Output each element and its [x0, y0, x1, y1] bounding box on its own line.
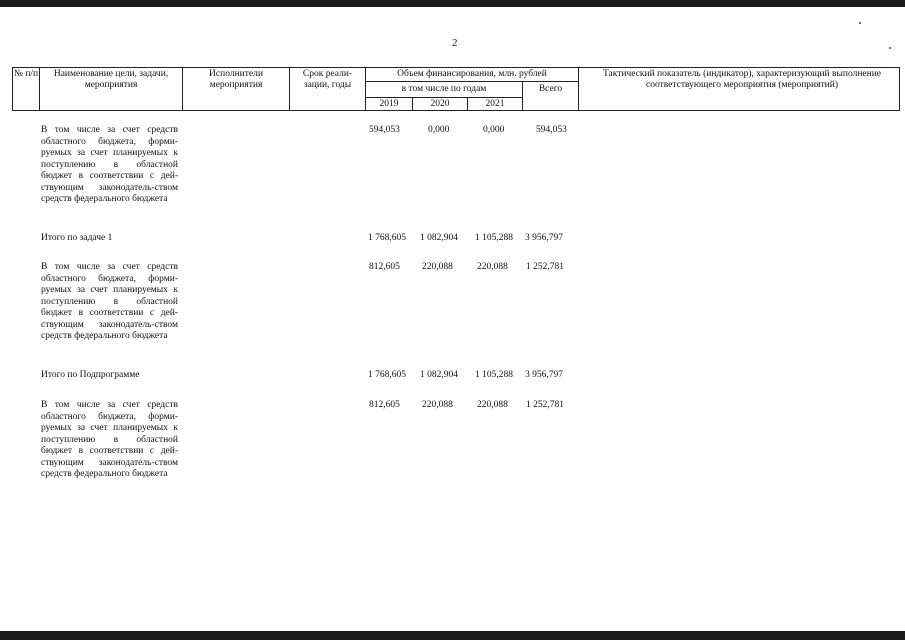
header-vline	[289, 67, 290, 111]
header-vline	[578, 67, 579, 111]
scan-speck	[889, 47, 891, 49]
value-2020: 0,000	[428, 125, 450, 135]
value-2019: 1 768,605	[368, 370, 406, 380]
value-total: 3 956,797	[525, 370, 563, 380]
col-number-header: № п/п	[13, 69, 39, 79]
scan-top-border	[0, 0, 905, 7]
value-2021: 0,000	[483, 125, 505, 135]
value-2019: 594,053	[369, 125, 400, 135]
table-header	[12, 67, 900, 111]
header-vline	[182, 67, 183, 111]
value-2021: 1 105,288	[475, 370, 513, 380]
row-label: В том числе за счет средств областного бюджета, форми-руемых за счет планируемых к поступлению в областной бюджет в соответствии с дей-ствующим законодатель-ством средств федерального бюджета	[41, 262, 178, 341]
value-total: 1 252,781	[526, 400, 564, 410]
value-2020: 1 082,904	[420, 370, 458, 380]
col-year-2019: 2019	[379, 99, 399, 109]
col-year-2021: 2021	[485, 99, 505, 109]
row-label: В том числе за счет средств областного бюджета, форми-руемых за счет планируемых к поступлению в областной бюджет в соответствии с дей-ствующим законодатель-ством средств федерального бюджета	[41, 400, 178, 479]
funding-subline	[366, 81, 578, 82]
value-2021: 1 105,288	[475, 233, 513, 243]
value-2019: 1 768,605	[368, 233, 406, 243]
value-2019: 812,605	[369, 400, 400, 410]
header-bottom-line	[12, 110, 900, 111]
col-funding-header: Объем финансирования, млн. рублей	[397, 69, 547, 79]
col-executors-header: Исполнители мероприятия	[209, 69, 263, 90]
years-subline	[366, 97, 522, 98]
value-2021: 220,088	[477, 400, 508, 410]
col-total-header: Всего	[538, 84, 563, 94]
row-label: Итого по задаче 1	[41, 233, 113, 243]
value-2021: 220,088	[477, 262, 508, 272]
value-2020: 220,088	[422, 400, 453, 410]
header-vline	[899, 67, 900, 111]
row-label: В том числе за счет средств областного бюджета, форми-руемых за счет планируемых к поступлению в областной бюджет в соответствии с дей-ствующим законодатель-ством средств федерального бюджета	[41, 125, 178, 204]
value-total: 3 956,797	[525, 233, 563, 243]
row-label: Итого по Подпрограмме	[41, 370, 140, 380]
page-number: 2	[452, 37, 458, 49]
scan-bottom-border	[0, 631, 905, 640]
col-year-2020: 2020	[430, 99, 450, 109]
scan-speck	[859, 22, 861, 24]
value-2019: 812,605	[369, 262, 400, 272]
header-vline	[39, 67, 40, 111]
header-top-line	[12, 67, 900, 68]
value-2020: 1 082,904	[420, 233, 458, 243]
col-indicator-header: Тактический показатель (индикатор), характеризующий выполнение соответствующего мероприятия (мероприятий)	[602, 69, 882, 90]
col-name-header: Наименование цели, задачи, мероприятия	[53, 69, 169, 90]
col-by-years-header: в том числе по годам	[401, 84, 487, 94]
col-term-header: Срок реали- зации, годы	[302, 69, 353, 90]
value-total: 1 252,781	[526, 262, 564, 272]
value-total: 594,053	[536, 125, 567, 135]
value-2020: 220,088	[422, 262, 453, 272]
